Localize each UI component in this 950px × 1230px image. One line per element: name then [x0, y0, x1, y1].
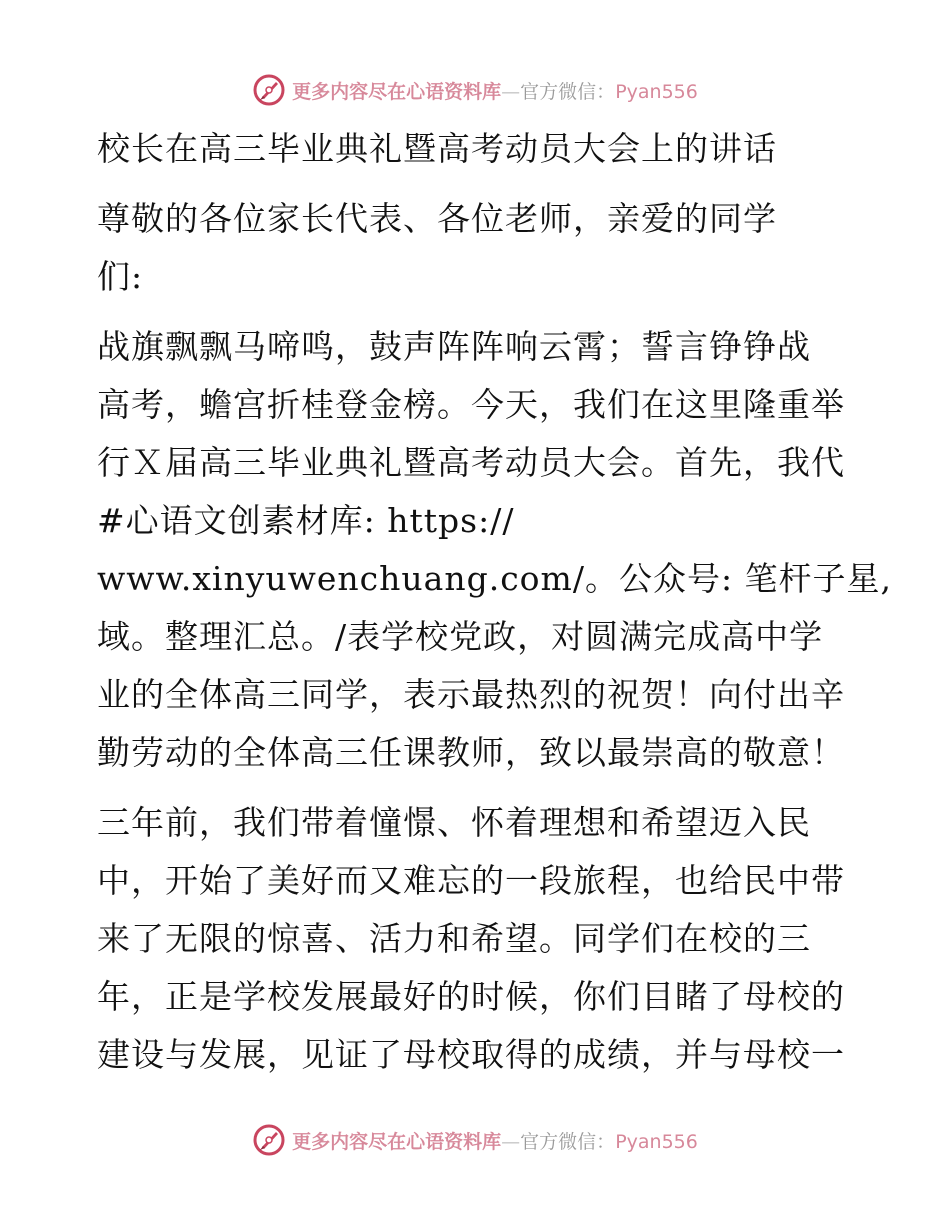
watermark-main-text: 更多内容尽在心语资料库 [292, 1130, 502, 1153]
paragraph2-line-3: 来了无限的惊喜、活力和希望。同学们在校的三 [97, 919, 811, 958]
quill-logo-icon [252, 1123, 286, 1157]
paragraph1-line-2: 高考，蟾宫折桂登金榜。今天，我们在这里隆重举 [97, 385, 845, 424]
watermark-wechat-id: Pyan556 [615, 1130, 698, 1153]
watermark-banner-top [0, 70, 950, 110]
watermark-official-label: 官方微信： [520, 1130, 616, 1153]
watermark-wechat-id: Pyan556 [615, 80, 698, 103]
paragraph1-line-6: 域。整理汇总。/表学校党政，对圆满完成高中学 [97, 617, 824, 656]
watermark-banner-bottom [0, 1120, 950, 1160]
paragraph2-line-2: 中，开始了美好而又难忘的一段旅程，也给民中带 [97, 861, 845, 900]
paragraph2-line-5: 建设与发展，见证了母校取得的成绩，并与母校一 [97, 1035, 845, 1074]
salutation-line-2: 们: [97, 257, 144, 296]
quill-logo-icon [252, 73, 286, 107]
watermark-dash: — [501, 80, 521, 103]
paragraph2-line-1: 三年前，我们带着憧憬、怀着理想和希望迈入民 [97, 803, 811, 842]
watermark-dash: — [501, 1130, 521, 1153]
paragraph2-line-4: 年，正是学校发展最好的时候，你们目睹了母校的 [97, 977, 845, 1016]
document-body [97, 120, 893, 1084]
paragraph1-line-5: www.xinyuwenchuang.com/。公众号: 笔杆子星, [97, 559, 893, 598]
paragraph1-line-7: 业的全体高三同学，表示最热烈的祝贺！向付出辛 [97, 675, 845, 714]
salutation-line-1: 尊敬的各位家长代表、各位老师，亲爱的同学 [97, 199, 777, 238]
paragraph1-line-1: 战旗飘飘马啼鸣，鼓声阵阵响云霄；誓言铮铮战 [97, 327, 811, 366]
paragraph1-line-8: 勤劳动的全体高三任课教师，致以最崇高的敬意！ [97, 733, 845, 772]
paragraph1-line-4: #心语文创素材库: https:// [97, 501, 515, 540]
document-title: 校长在高三毕业典礼暨高考动员大会上的讲话 [97, 129, 777, 168]
paragraph1-line-3: 行Ｘ届高三毕业典礼暨高考动员大会。首先，我代 [97, 443, 845, 482]
watermark-main-text: 更多内容尽在心语资料库 [292, 80, 502, 103]
watermark-official-label: 官方微信： [520, 80, 616, 103]
